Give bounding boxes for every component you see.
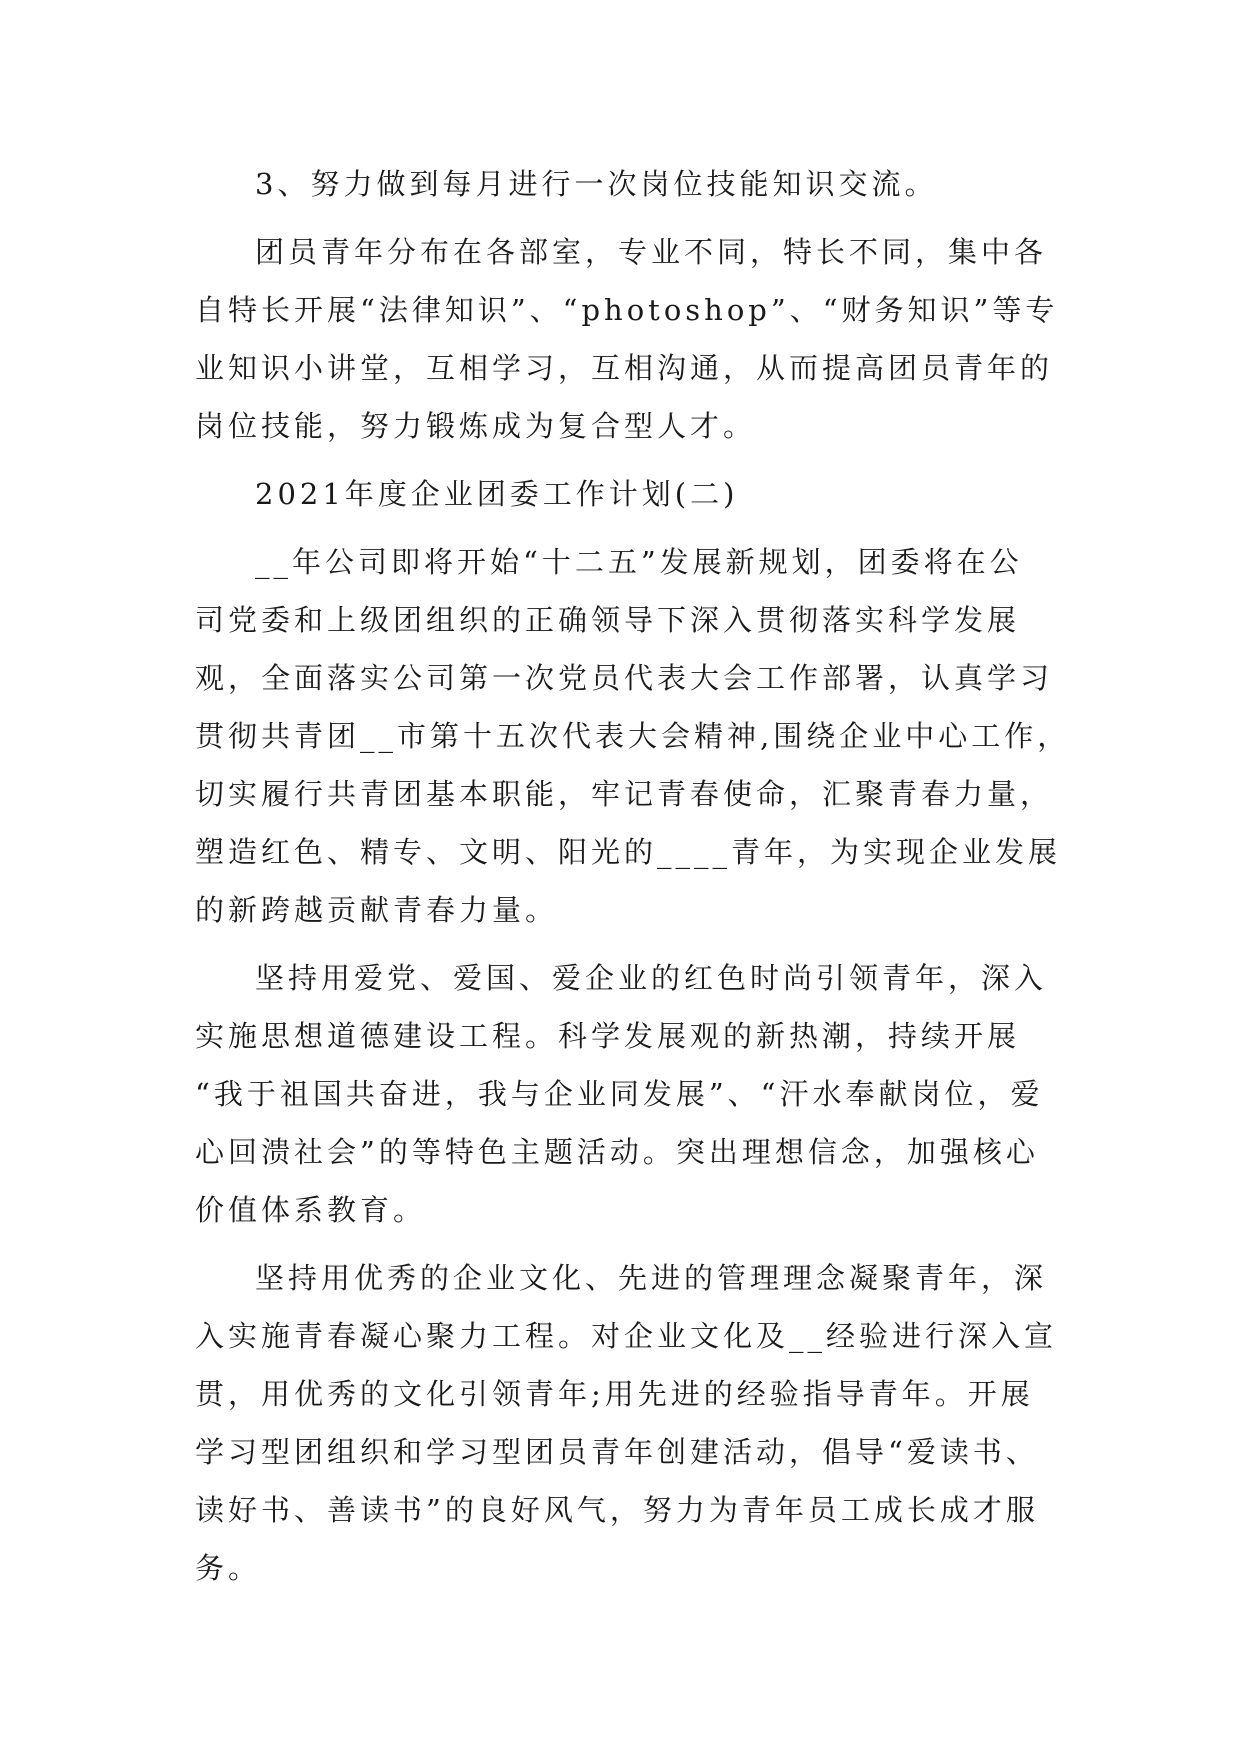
text-line: 入实施青春凝心聚力工程。对企业文化及__经验进行深入宣 <box>195 1319 1058 1353</box>
text-line: 价值体系教育。 <box>195 1193 427 1227</box>
text-line: 自特长开展“法律知识”、“photoshop”、“财务知识”等专 <box>195 293 1059 327</box>
text-line: “我于祖国共奋进，我与企业同发展”、“汗水奉献岗位，爱 <box>195 1077 1044 1111</box>
text-line: 贯彻共青团__市第十五次代表大会精神,围绕企业中心工作， <box>195 719 1071 753</box>
text-line: 塑造红色、精专、文明、阳光的____青年，为实现企业发展 <box>195 835 1062 869</box>
text-line: __年公司即将开始“十二五”发展新规划，团委将在公 <box>255 545 1023 579</box>
text-line: 读好书、善读书”的良好风气，努力为青年员工成长成才服 <box>195 1493 1039 1527</box>
text-line: 贯，用优秀的文化引领青年;用先进的经验指导青年。开展 <box>195 1377 1034 1411</box>
text-line: 切实履行共青团基本职能，牢记青春使命，汇聚青春力量， <box>195 777 1054 811</box>
section-heading: 2021年度企业团委工作计划(二) <box>255 477 739 511</box>
text-line: 司党委和上级团组织的正确领导下深入贯彻落实科学发展 <box>195 603 1021 637</box>
text-line: 心回溃社会”的等特色主题活动。突出理想信念，加强核心 <box>195 1135 1039 1169</box>
document-body <box>195 155 1071 1597</box>
text-line: 学习型团组织和学习型团员青年创建活动，倡导“爱读书、 <box>195 1435 1039 1469</box>
text-line: 观，全面落实公司第一次党员代表大会工作部署，认真学习 <box>195 661 1054 695</box>
text-line: 坚持用优秀的企业文化、先进的管理理念凝聚青年，深 <box>255 1261 1048 1295</box>
text-line: 团员青年分布在各部室，专业不同，特长不同，集中各 <box>255 235 1048 269</box>
text-line: 的新跨越贡献青春力量。 <box>195 893 559 927</box>
text-line: 坚持用爱党、爱国、爱企业的红色时尚引领青年，深入 <box>255 961 1048 995</box>
text-line: 3、努力做到每月进行一次岗位技能知识交流。 <box>255 167 938 201</box>
text-line: 务。 <box>195 1551 262 1585</box>
text-line: 业知识小讲堂，互相学习，互相沟通，从而提高团员青年的 <box>195 351 1054 385</box>
text-line: 实施思想道德建设工程。科学发展观的新热潮，持续开展 <box>195 1019 1021 1053</box>
text-line: 岗位技能，努力锻炼成为复合型人才。 <box>195 409 757 443</box>
